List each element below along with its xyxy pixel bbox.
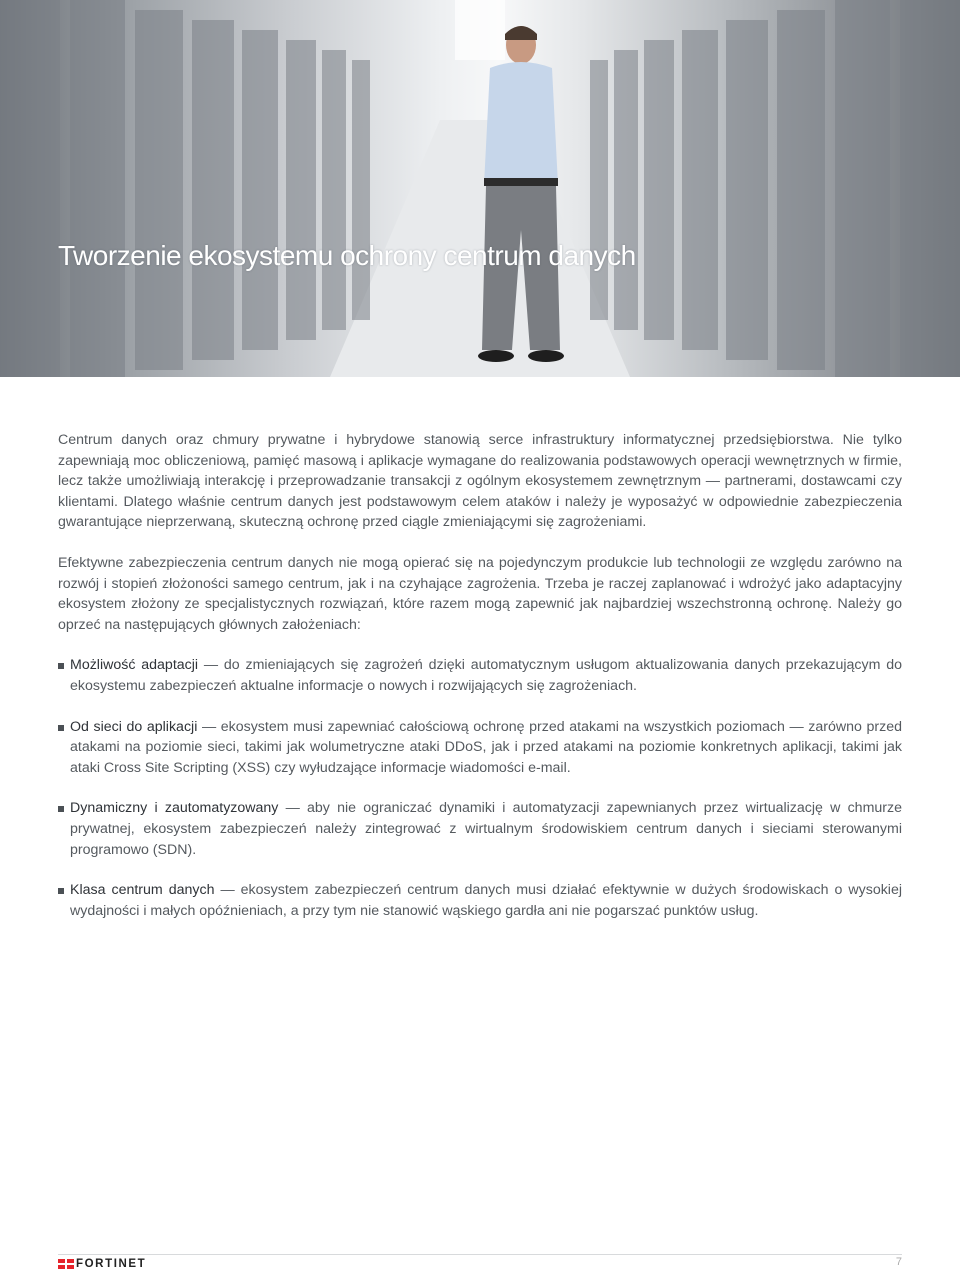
principles-list (58, 655, 902, 921)
hero-image (0, 0, 960, 377)
list-item-heading: Klasa centrum danych (70, 882, 215, 899)
footer-divider (58, 1254, 902, 1255)
page-title: Tworzenie ekosystemu ochrony centrum danych (58, 240, 636, 271)
list-item-heading: Od sieci do aplikacji (70, 718, 198, 735)
list-item-text: — aby nie ograniczać dynamiki i automatyzacji zapewnianych przez wirtualizację w chmurze prywatnej, ekosystem zabezpieczeń należy zintegrować z wirtualnym środowiskiem centrum danych i sieciami sterowanymi programowo (SDN). (70, 800, 902, 858)
list-item (58, 880, 902, 921)
list-item-heading: Dynamiczny i zautomatyzowany (70, 800, 279, 817)
list-item-text: — do zmieniających się zagrożeń dzięki automatycznym usługom aktualizowania danych przekazującym do ekosystemu zabezpieczeń aktualne informacje o nowych i rozwijających się zagrożeniach. (70, 657, 903, 694)
list-item-heading: Możliwość adaptacji (70, 657, 199, 674)
list-item (58, 717, 902, 779)
list-item (58, 655, 902, 696)
principles-paragraph: Efektywne zabezpieczenia centrum danych nie mogą opierać się na pojedynczym produkcie lub technologii ze względu zarówno na rozwój i stopień złożoności samego centrum, jak i na czyhające zagrożenia. Trzeba je raczej zaplanować i wdrożyć jako adaptacyjny ekosystem złożony ze specjalistycznych rozwiązań, które razem mogą zapewnić jak najbardziej wszechstronną ochronę. Należy go oprzeć na następujących głównych założeniach: (58, 554, 902, 633)
bullet-square-icon (58, 888, 64, 894)
list-item-text: — ekosystem musi zapewniać całościową ochronę przed atakami na wszystkich poziomach — zarówno przed atakami na poziomie sieci, takimi jak wolumetryczne ataki DDoS, jak i przed atakami na poziomie konkretnych aplikacji, takimi jak ataki Cross Site Scripting (XSS) czy wyłudzające informacje wiadomości e-mail. (70, 718, 902, 776)
bullet-square-icon (58, 663, 64, 669)
fortinet-logo-icon (58, 1259, 74, 1269)
fortinet-logo (58, 1258, 146, 1270)
main-content (58, 430, 902, 941)
bullet-square-icon (58, 806, 64, 812)
intro-paragraph: Centrum danych oraz chmury prywatne i hybrydowe stanowią serce infrastruktury informatycznej przedsiębiorstwa. Nie tylko zapewniają moc obliczeniową, pamięć masową i aplikacje wymagane do realizowania podstawowych operacji wewnętrznych w firmie, lecz także umożliwiają interakcję i przeprowadzanie transakcji z ogólnym ekosystemem zewnętrznym — partnerami, dostawcami czy klientami. Dlatego właśnie centrum danych jest podstawowym celem ataków i należy je wyposażyć w odpowiednie zabezpieczenia gwarantujące nieprzerwaną, skuteczną ochronę przed ciągle zmieniającymi się zagrożeniami. (58, 432, 902, 531)
page-number: 7 (895, 1256, 902, 1268)
list-item (58, 798, 902, 860)
datacenter-person-photo (0, 0, 960, 377)
bullet-square-icon (58, 725, 64, 731)
list-item-text: — ekosystem zabezpieczeń centrum danych musi działać efektywnie w dużych środowiskach o wysokiej wydajności i małych opóźnieniach, a przy tym nie stanowić wąskiego gardła ani nie pogarszać punktów usług. (70, 882, 902, 919)
logo-text: FORTINET (76, 1258, 147, 1270)
